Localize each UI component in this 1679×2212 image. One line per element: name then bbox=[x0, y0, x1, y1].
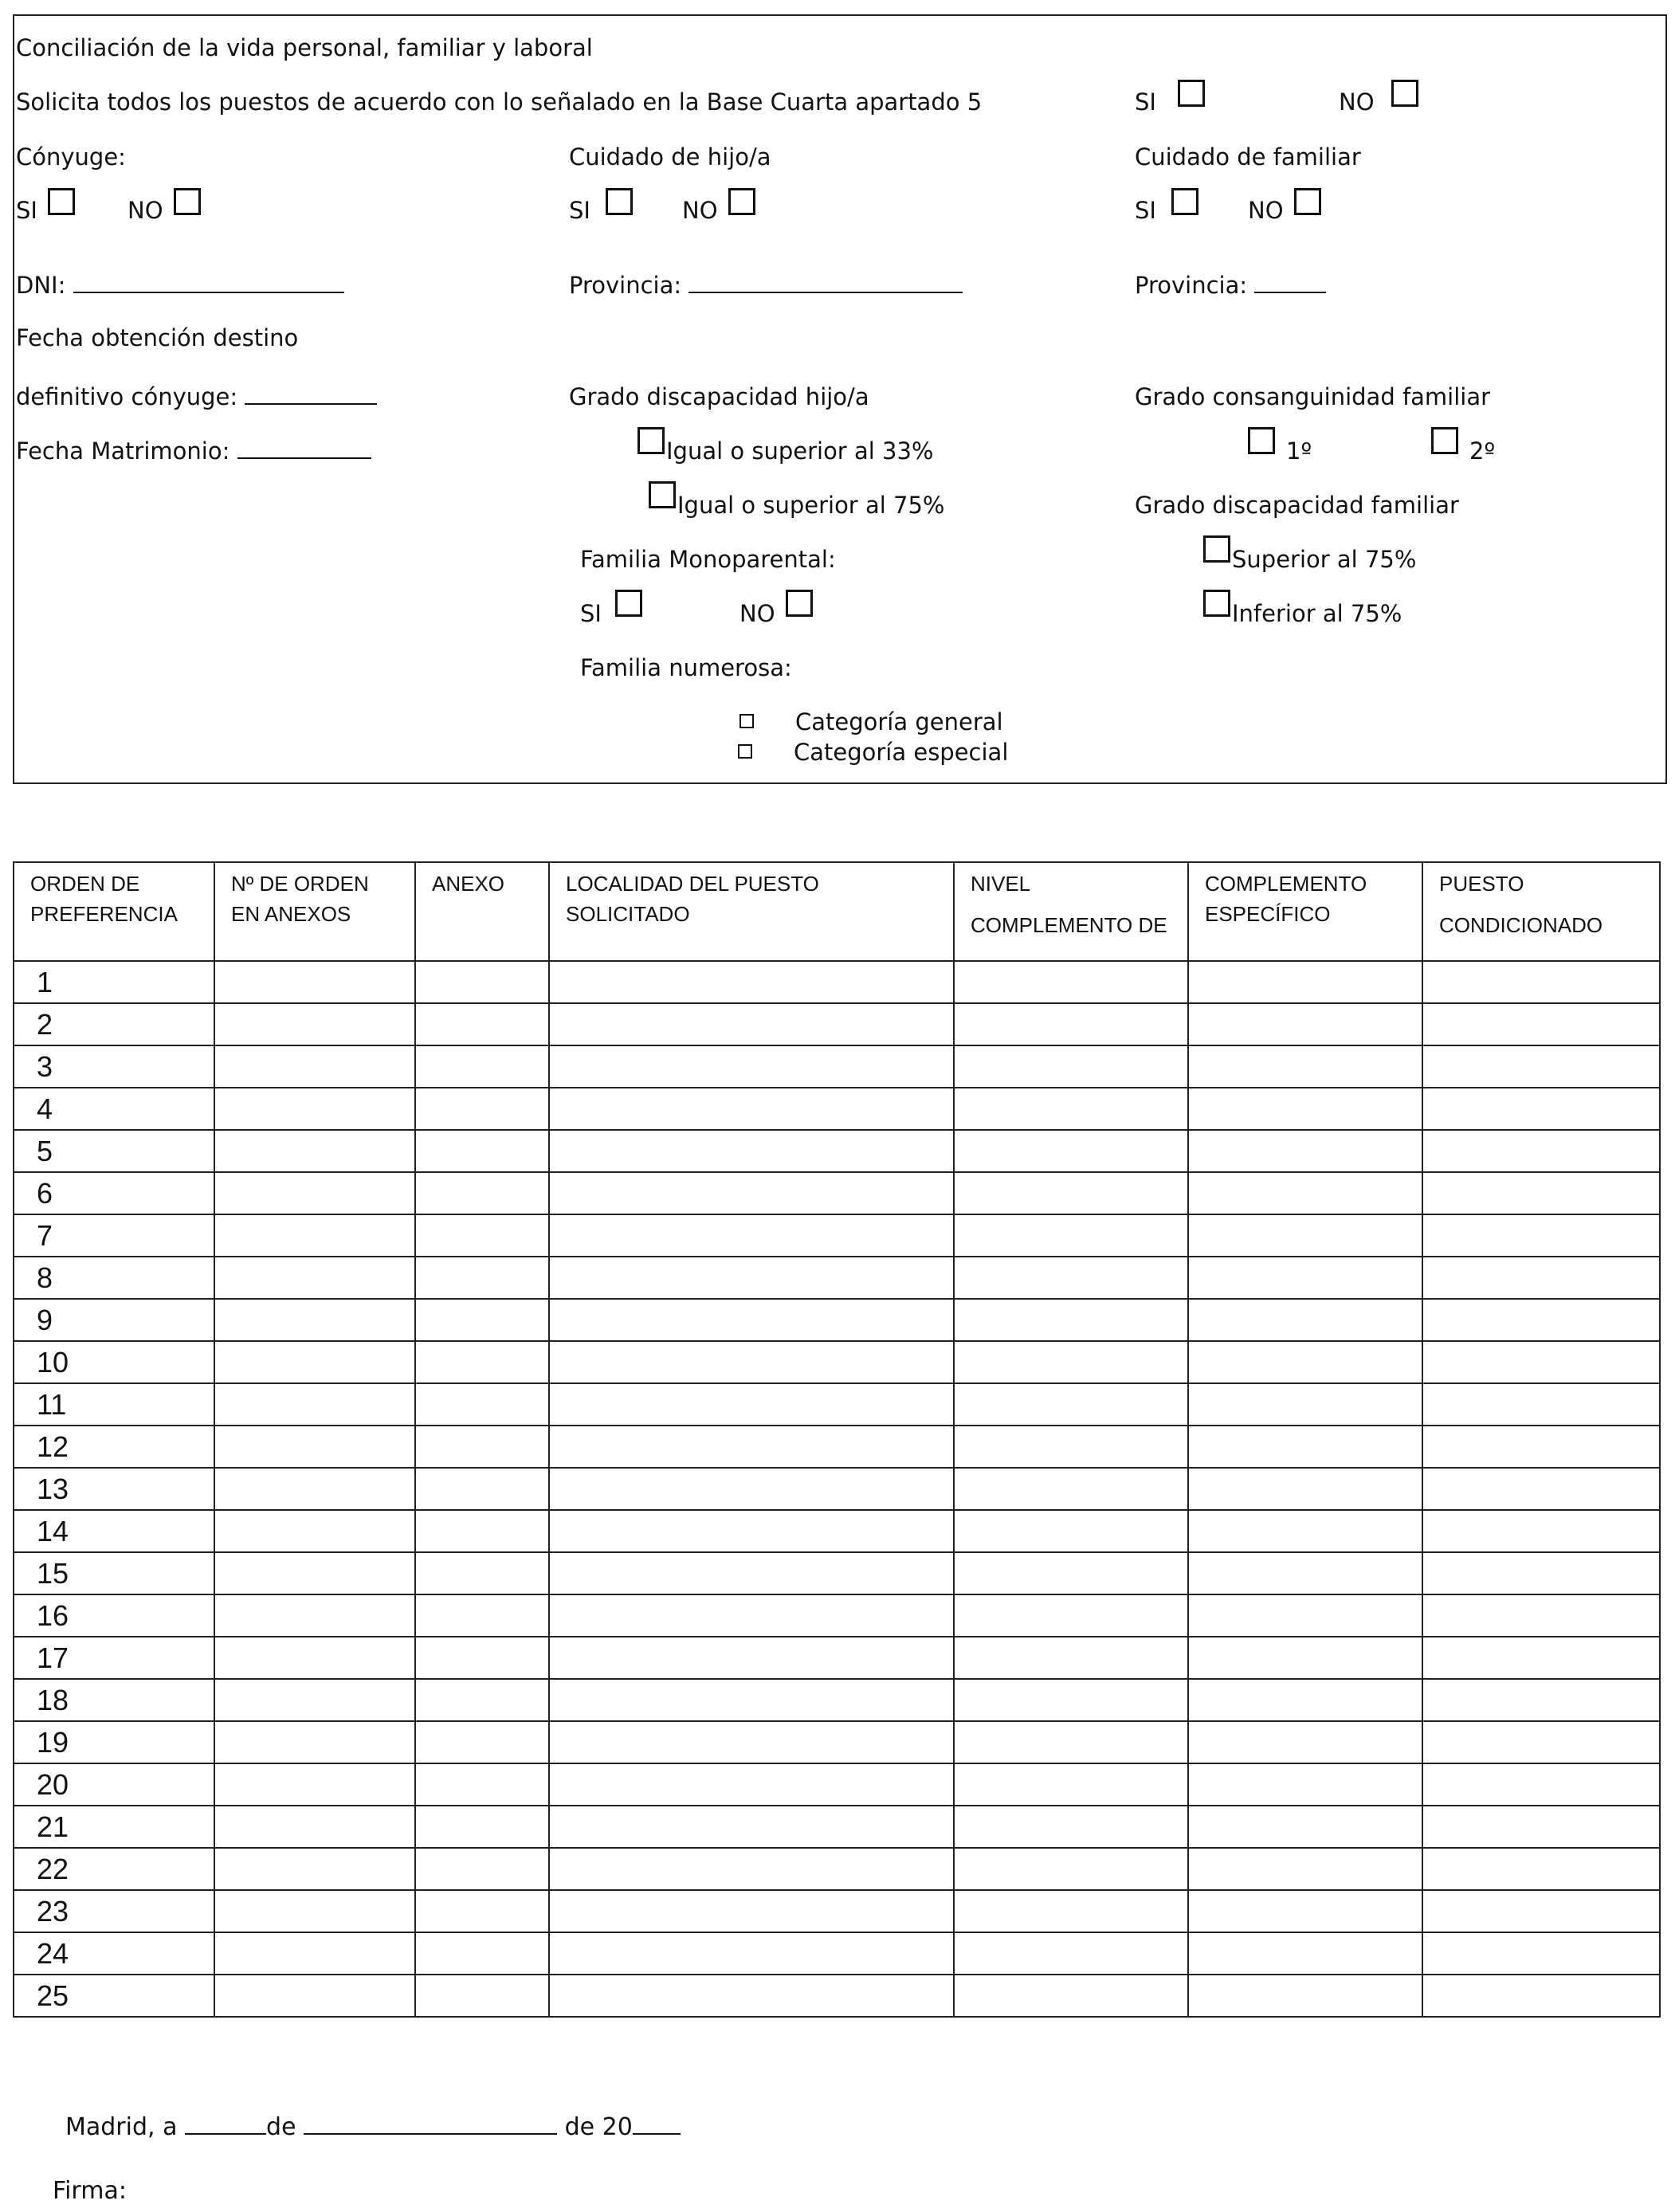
order-cell: 13 bbox=[14, 1468, 214, 1510]
order-cell: 9 bbox=[14, 1299, 214, 1341]
family-province-field[interactable] bbox=[1254, 274, 1326, 293]
annex-order-cell[interactable] bbox=[214, 1806, 415, 1848]
annex-cell[interactable] bbox=[415, 961, 549, 1003]
conditioned-cell[interactable] bbox=[1422, 1003, 1660, 1045]
level-cell[interactable] bbox=[954, 1552, 1188, 1594]
table-row bbox=[14, 1721, 1660, 1763]
annex-cell[interactable] bbox=[415, 1172, 549, 1214]
locality-cell[interactable] bbox=[549, 1172, 954, 1214]
locality-cell[interactable] bbox=[549, 1932, 954, 1975]
annex-order-cell[interactable] bbox=[214, 1975, 415, 2017]
specific-complement-cell[interactable] bbox=[1188, 1848, 1422, 1890]
table-row bbox=[14, 1299, 1660, 1341]
request-all-label: Solicita todos los puestos de acuerdo con lo señalado en la Base Cuarta apartado 5 bbox=[16, 88, 983, 116]
annex-order-cell[interactable] bbox=[214, 1679, 415, 1721]
specific-complement-cell[interactable] bbox=[1188, 1679, 1422, 1721]
specific-complement-cell[interactable] bbox=[1188, 1003, 1422, 1045]
specific-complement-cell[interactable] bbox=[1188, 1172, 1422, 1214]
level-cell[interactable] bbox=[954, 1806, 1188, 1848]
table-row bbox=[14, 1130, 1660, 1172]
order-cell: 18 bbox=[14, 1679, 214, 1721]
annex-order-cell[interactable] bbox=[214, 1299, 415, 1341]
annex-cell[interactable] bbox=[415, 1383, 549, 1426]
table-row bbox=[14, 1932, 1660, 1975]
conditioned-cell[interactable] bbox=[1422, 1426, 1660, 1468]
locality-cell[interactable] bbox=[549, 1088, 954, 1130]
table-row bbox=[14, 1679, 1660, 1721]
kinship-2-label: 2º bbox=[1469, 437, 1496, 465]
table-row bbox=[14, 1214, 1660, 1257]
large-family-special-label: Categoría especial bbox=[794, 739, 1009, 766]
level-cell[interactable] bbox=[954, 1975, 1188, 2017]
locality-cell[interactable] bbox=[549, 1426, 954, 1468]
annex-order-cell[interactable] bbox=[214, 1848, 415, 1890]
order-cell: 7 bbox=[14, 1214, 214, 1257]
conditioned-cell[interactable] bbox=[1422, 1679, 1660, 1721]
table-row bbox=[14, 1594, 1660, 1637]
specific-complement-cell[interactable] bbox=[1188, 1763, 1422, 1806]
annex-order-cell[interactable] bbox=[214, 1510, 415, 1552]
table-row bbox=[14, 1806, 1660, 1848]
table-row bbox=[14, 1848, 1660, 1890]
marriage-date-field[interactable] bbox=[237, 440, 371, 459]
month-field[interactable] bbox=[304, 2116, 557, 2135]
locality-cell[interactable] bbox=[549, 1383, 954, 1426]
order-cell: 11 bbox=[14, 1383, 214, 1426]
request-all-no-checkbox[interactable] bbox=[1391, 80, 1418, 107]
conditioned-cell[interactable] bbox=[1422, 1594, 1660, 1637]
annex-order-cell[interactable] bbox=[214, 1172, 415, 1214]
conditioned-cell[interactable] bbox=[1422, 1637, 1660, 1679]
order-cell: 20 bbox=[14, 1763, 214, 1806]
child-care-yes-checkbox[interactable] bbox=[606, 188, 633, 215]
conditioned-cell[interactable] bbox=[1422, 1932, 1660, 1975]
level-cell[interactable] bbox=[954, 1932, 1188, 1975]
order-cell: 24 bbox=[14, 1932, 214, 1975]
locality-cell[interactable] bbox=[549, 1299, 954, 1341]
spouse-title: Cónyuge: bbox=[16, 143, 126, 171]
order-cell: 16 bbox=[14, 1594, 214, 1637]
conditioned-cell[interactable] bbox=[1422, 1257, 1660, 1299]
annex-order-cell[interactable] bbox=[214, 1130, 415, 1172]
spouse-yes-label: SI bbox=[16, 197, 37, 224]
specific-complement-cell[interactable] bbox=[1188, 1045, 1422, 1088]
single-parent-no-checkbox[interactable] bbox=[786, 590, 813, 617]
annex-cell[interactable] bbox=[415, 1214, 549, 1257]
family-care-no-checkbox[interactable] bbox=[1294, 188, 1321, 215]
conditioned-cell[interactable] bbox=[1422, 1552, 1660, 1594]
locality-cell[interactable] bbox=[549, 1848, 954, 1890]
table-row bbox=[14, 1763, 1660, 1806]
conditioned-cell[interactable] bbox=[1422, 1721, 1660, 1763]
level-cell[interactable] bbox=[954, 961, 1188, 1003]
single-parent-no-label: NO bbox=[739, 600, 775, 627]
level-cell[interactable] bbox=[954, 1721, 1188, 1763]
conditioned-cell[interactable] bbox=[1422, 1510, 1660, 1552]
family-disability-above-75-label: Superior al 75% bbox=[1232, 546, 1417, 573]
specific-complement-cell[interactable] bbox=[1188, 1594, 1422, 1637]
annex-cell[interactable] bbox=[415, 1637, 549, 1679]
family-care-yes-checkbox[interactable] bbox=[1171, 188, 1198, 215]
table-row bbox=[14, 1341, 1660, 1383]
kinship-2-checkbox[interactable] bbox=[1431, 427, 1458, 454]
annex-cell[interactable] bbox=[415, 1848, 549, 1890]
conditioned-cell[interactable] bbox=[1422, 1383, 1660, 1426]
kinship-1-checkbox[interactable] bbox=[1248, 427, 1275, 454]
locality-cell[interactable] bbox=[549, 1468, 954, 1510]
annex-cell[interactable] bbox=[415, 1510, 549, 1552]
table-row bbox=[14, 1552, 1660, 1594]
child-disability-33-label: Igual o superior al 33% bbox=[666, 437, 934, 465]
section-title: Conciliación de la vida personal, familiar y laboral bbox=[16, 34, 593, 61]
order-cell: 6 bbox=[14, 1172, 214, 1214]
kinship-1-label: 1º bbox=[1286, 437, 1312, 465]
order-cell: 2 bbox=[14, 1003, 214, 1045]
specific-complement-cell[interactable] bbox=[1188, 1552, 1422, 1594]
signature-label: Firma: bbox=[53, 2177, 127, 2205]
spouse-no-checkbox[interactable] bbox=[174, 188, 201, 215]
table-row bbox=[14, 1257, 1660, 1299]
table-row bbox=[14, 1637, 1660, 1679]
order-cell: 19 bbox=[14, 1721, 214, 1763]
spouse-no-label: NO bbox=[127, 197, 163, 224]
level-cell[interactable] bbox=[954, 1383, 1188, 1426]
annex-order-cell[interactable] bbox=[214, 961, 415, 1003]
annex-order-cell[interactable] bbox=[214, 1468, 415, 1510]
large-family-general-label: Categoría general bbox=[795, 708, 1003, 735]
annex-order-cell[interactable] bbox=[214, 1214, 415, 1257]
level-cell[interactable] bbox=[954, 1890, 1188, 1932]
table-row bbox=[14, 1172, 1660, 1214]
child-disability-title: Grado discapacidad hijo/a bbox=[569, 383, 869, 410]
annex-cell[interactable] bbox=[415, 1890, 549, 1932]
table-row bbox=[14, 1003, 1660, 1045]
annex-cell[interactable] bbox=[415, 1088, 549, 1130]
child-care-no-label: NO bbox=[682, 197, 718, 224]
header-level: NIVEL COMPLEMENTO DE bbox=[954, 862, 1188, 961]
header-annex: ANEXO bbox=[415, 862, 549, 961]
conditioned-cell[interactable] bbox=[1422, 1848, 1660, 1890]
child-province-field[interactable] bbox=[688, 274, 963, 293]
order-cell: 23 bbox=[14, 1890, 214, 1932]
locality-cell[interactable] bbox=[549, 1214, 954, 1257]
annex-order-cell[interactable] bbox=[214, 1763, 415, 1806]
annex-order-cell[interactable] bbox=[214, 1552, 415, 1594]
place-date-line: Madrid, a de de 20 bbox=[65, 2113, 681, 2141]
order-cell: 4 bbox=[14, 1088, 214, 1130]
level-cell[interactable] bbox=[954, 1299, 1188, 1341]
specific-complement-cell[interactable] bbox=[1188, 1257, 1422, 1299]
level-cell[interactable] bbox=[954, 1045, 1188, 1088]
locality-cell[interactable] bbox=[549, 961, 954, 1003]
conditioned-cell[interactable] bbox=[1422, 1172, 1660, 1214]
single-parent-yes-checkbox[interactable] bbox=[615, 590, 642, 617]
locality-cell[interactable] bbox=[549, 1890, 954, 1932]
family-care-yes-label: SI bbox=[1135, 197, 1156, 224]
level-cell[interactable] bbox=[954, 1848, 1188, 1890]
specific-complement-cell[interactable] bbox=[1188, 1299, 1422, 1341]
locality-cell[interactable] bbox=[549, 1806, 954, 1848]
annex-cell[interactable] bbox=[415, 1594, 549, 1637]
specific-complement-cell[interactable] bbox=[1188, 1637, 1422, 1679]
family-province-label: Provincia: bbox=[1135, 274, 1326, 297]
single-parent-yes-label: SI bbox=[580, 600, 602, 627]
annex-cell[interactable] bbox=[415, 1679, 549, 1721]
specific-complement-cell[interactable] bbox=[1188, 961, 1422, 1003]
specific-complement-cell[interactable] bbox=[1188, 1214, 1422, 1257]
conditioned-cell[interactable] bbox=[1422, 1890, 1660, 1932]
annex-cell[interactable] bbox=[415, 1426, 549, 1468]
specific-complement-cell[interactable] bbox=[1188, 1932, 1422, 1975]
locality-cell[interactable] bbox=[549, 1721, 954, 1763]
specific-complement-cell[interactable] bbox=[1188, 1383, 1422, 1426]
specific-complement-cell[interactable] bbox=[1188, 1088, 1422, 1130]
order-cell: 14 bbox=[14, 1510, 214, 1552]
annex-cell[interactable] bbox=[415, 1003, 549, 1045]
locality-cell[interactable] bbox=[549, 1510, 954, 1552]
header-locality: LOCALIDAD DEL PUESTO SOLICITADO bbox=[549, 862, 954, 961]
specific-complement-cell[interactable] bbox=[1188, 1510, 1422, 1552]
conditioned-cell[interactable] bbox=[1422, 961, 1660, 1003]
conditioned-cell[interactable] bbox=[1422, 1763, 1660, 1806]
annex-cell[interactable] bbox=[415, 1130, 549, 1172]
table-row bbox=[14, 1045, 1660, 1088]
locality-cell[interactable] bbox=[549, 1637, 954, 1679]
annex-cell[interactable] bbox=[415, 1299, 549, 1341]
order-cell: 17 bbox=[14, 1637, 214, 1679]
child-province-label: Provincia: bbox=[569, 274, 963, 297]
specific-complement-cell[interactable] bbox=[1188, 1468, 1422, 1510]
level-cell[interactable] bbox=[954, 1763, 1188, 1806]
annex-order-cell[interactable] bbox=[214, 1045, 415, 1088]
family-disability-below-75-label: Inferior al 75% bbox=[1232, 600, 1402, 627]
child-disability-33-checkbox[interactable] bbox=[637, 427, 665, 454]
locality-cell[interactable] bbox=[549, 1594, 954, 1637]
annex-cell[interactable] bbox=[415, 1257, 549, 1299]
table-row bbox=[14, 1426, 1660, 1468]
child-care-no-checkbox[interactable] bbox=[728, 188, 755, 215]
annex-order-cell[interactable] bbox=[214, 1594, 415, 1637]
locality-cell[interactable] bbox=[549, 1763, 954, 1806]
large-family-title: Familia numerosa: bbox=[580, 654, 792, 681]
annex-order-cell[interactable] bbox=[214, 1003, 415, 1045]
specific-complement-cell[interactable] bbox=[1188, 1975, 1422, 2017]
level-cell[interactable] bbox=[954, 1088, 1188, 1130]
specific-complement-cell[interactable] bbox=[1188, 1426, 1422, 1468]
annex-order-cell[interactable] bbox=[214, 1426, 415, 1468]
order-cell: 5 bbox=[14, 1130, 214, 1172]
level-cell[interactable] bbox=[954, 1214, 1188, 1257]
request-all-yes-label: SI bbox=[1135, 88, 1156, 116]
conditioned-cell[interactable] bbox=[1422, 1468, 1660, 1510]
level-cell[interactable] bbox=[954, 1679, 1188, 1721]
annex-cell[interactable] bbox=[415, 1975, 549, 2017]
annex-cell[interactable] bbox=[415, 1763, 549, 1806]
dni-label: DNI: bbox=[16, 274, 344, 297]
table-row bbox=[14, 1510, 1660, 1552]
conditioned-cell[interactable] bbox=[1422, 1045, 1660, 1088]
child-care-yes-label: SI bbox=[569, 197, 590, 224]
level-cell[interactable] bbox=[954, 1130, 1188, 1172]
level-cell[interactable] bbox=[954, 1341, 1188, 1383]
level-cell[interactable] bbox=[954, 1426, 1188, 1468]
specific-complement-cell[interactable] bbox=[1188, 1130, 1422, 1172]
level-cell[interactable] bbox=[954, 1510, 1188, 1552]
header-order-preference: ORDEN DE PREFERENCIA bbox=[14, 862, 214, 961]
table-row bbox=[14, 961, 1660, 1003]
order-cell: 1 bbox=[14, 961, 214, 1003]
level-cell[interactable] bbox=[954, 1468, 1188, 1510]
order-cell: 10 bbox=[14, 1341, 214, 1383]
header-annex-order-number: Nº DE ORDEN EN ANEXOS bbox=[214, 862, 415, 961]
header-specific-complement: COMPLEMENTO ESPECÍFICO bbox=[1188, 862, 1422, 961]
order-cell: 8 bbox=[14, 1257, 214, 1299]
conditioned-cell[interactable] bbox=[1422, 1088, 1660, 1130]
conditioned-cell[interactable] bbox=[1422, 1214, 1660, 1257]
family-disability-above-75-checkbox[interactable] bbox=[1203, 535, 1230, 563]
annex-order-cell[interactable] bbox=[214, 1932, 415, 1975]
annex-cell[interactable] bbox=[415, 1468, 549, 1510]
order-cell: 22 bbox=[14, 1848, 214, 1890]
annex-order-cell[interactable] bbox=[214, 1088, 415, 1130]
locality-cell[interactable] bbox=[549, 1679, 954, 1721]
table-row bbox=[14, 1890, 1660, 1932]
table-row bbox=[14, 1088, 1660, 1130]
annex-cell[interactable] bbox=[415, 1552, 549, 1594]
annex-cell[interactable] bbox=[415, 1045, 549, 1088]
day-field[interactable] bbox=[185, 2116, 266, 2135]
large-family-general-checkbox[interactable] bbox=[739, 714, 754, 728]
table-row bbox=[14, 1975, 1660, 2017]
locality-cell[interactable] bbox=[549, 1552, 954, 1594]
marriage-date-label: Fecha Matrimonio: bbox=[16, 440, 371, 463]
order-cell: 15 bbox=[14, 1552, 214, 1594]
conditioned-cell[interactable] bbox=[1422, 1299, 1660, 1341]
table-header-row bbox=[14, 862, 1660, 961]
level-cell[interactable] bbox=[954, 1172, 1188, 1214]
family-disability-below-75-checkbox[interactable] bbox=[1203, 590, 1230, 617]
annex-order-cell[interactable] bbox=[214, 1341, 415, 1383]
conditioned-cell[interactable] bbox=[1422, 1975, 1660, 2017]
annex-order-cell[interactable] bbox=[214, 1721, 415, 1763]
conditioned-cell[interactable] bbox=[1422, 1130, 1660, 1172]
specific-complement-cell[interactable] bbox=[1188, 1341, 1422, 1383]
request-all-no-label: NO bbox=[1339, 88, 1375, 116]
locality-cell[interactable] bbox=[549, 1257, 954, 1299]
family-care-no-label: NO bbox=[1248, 197, 1284, 224]
specific-complement-cell[interactable] bbox=[1188, 1721, 1422, 1763]
child-disability-75-checkbox[interactable] bbox=[649, 481, 676, 508]
child-disability-75-label: Igual o superior al 75% bbox=[677, 492, 945, 519]
header-conditioned-post: PUESTO CONDICIONADO bbox=[1422, 862, 1660, 961]
order-cell: 21 bbox=[14, 1806, 214, 1848]
destination-date-label: definitivo cónyuge: bbox=[16, 386, 377, 409]
annex-cell[interactable] bbox=[415, 1721, 549, 1763]
year-field[interactable] bbox=[633, 2116, 681, 2135]
level-cell[interactable] bbox=[954, 1257, 1188, 1299]
locality-cell[interactable] bbox=[549, 1975, 954, 2017]
order-cell: 25 bbox=[14, 1975, 214, 2017]
annex-cell[interactable] bbox=[415, 1932, 549, 1975]
order-cell: 3 bbox=[14, 1045, 214, 1088]
annex-order-cell[interactable] bbox=[214, 1637, 415, 1679]
destination-date-label-1: Fecha obtención destino bbox=[16, 324, 299, 351]
preference-table bbox=[13, 861, 1661, 2018]
locality-cell[interactable] bbox=[549, 1341, 954, 1383]
annex-order-cell[interactable] bbox=[214, 1257, 415, 1299]
kinship-title: Grado consanguinidad familiar bbox=[1135, 383, 1491, 410]
child-care-title: Cuidado de hijo/a bbox=[569, 143, 771, 171]
locality-cell[interactable] bbox=[549, 1003, 954, 1045]
conditioned-cell[interactable] bbox=[1422, 1341, 1660, 1383]
spouse-yes-checkbox[interactable] bbox=[48, 188, 75, 215]
family-care-title: Cuidado de familiar bbox=[1135, 143, 1361, 171]
level-cell[interactable] bbox=[954, 1637, 1188, 1679]
locality-cell[interactable] bbox=[549, 1045, 954, 1088]
specific-complement-cell[interactable] bbox=[1188, 1806, 1422, 1848]
family-disability-title: Grado discapacidad familiar bbox=[1135, 492, 1459, 519]
large-family-special-checkbox[interactable] bbox=[738, 744, 752, 759]
annex-order-cell[interactable] bbox=[214, 1383, 415, 1426]
destination-date-field[interactable] bbox=[245, 386, 377, 405]
level-cell[interactable] bbox=[954, 1594, 1188, 1637]
annex-order-cell[interactable] bbox=[214, 1890, 415, 1932]
table-row bbox=[14, 1468, 1660, 1510]
dni-field[interactable] bbox=[73, 274, 344, 293]
table-row bbox=[14, 1383, 1660, 1426]
annex-cell[interactable] bbox=[415, 1806, 549, 1848]
order-cell: 12 bbox=[14, 1426, 214, 1468]
specific-complement-cell[interactable] bbox=[1188, 1890, 1422, 1932]
locality-cell[interactable] bbox=[549, 1130, 954, 1172]
conditioned-cell[interactable] bbox=[1422, 1806, 1660, 1848]
level-cell[interactable] bbox=[954, 1003, 1188, 1045]
single-parent-title: Familia Monoparental: bbox=[580, 546, 836, 573]
annex-cell[interactable] bbox=[415, 1341, 549, 1383]
request-all-yes-checkbox[interactable] bbox=[1178, 80, 1205, 107]
